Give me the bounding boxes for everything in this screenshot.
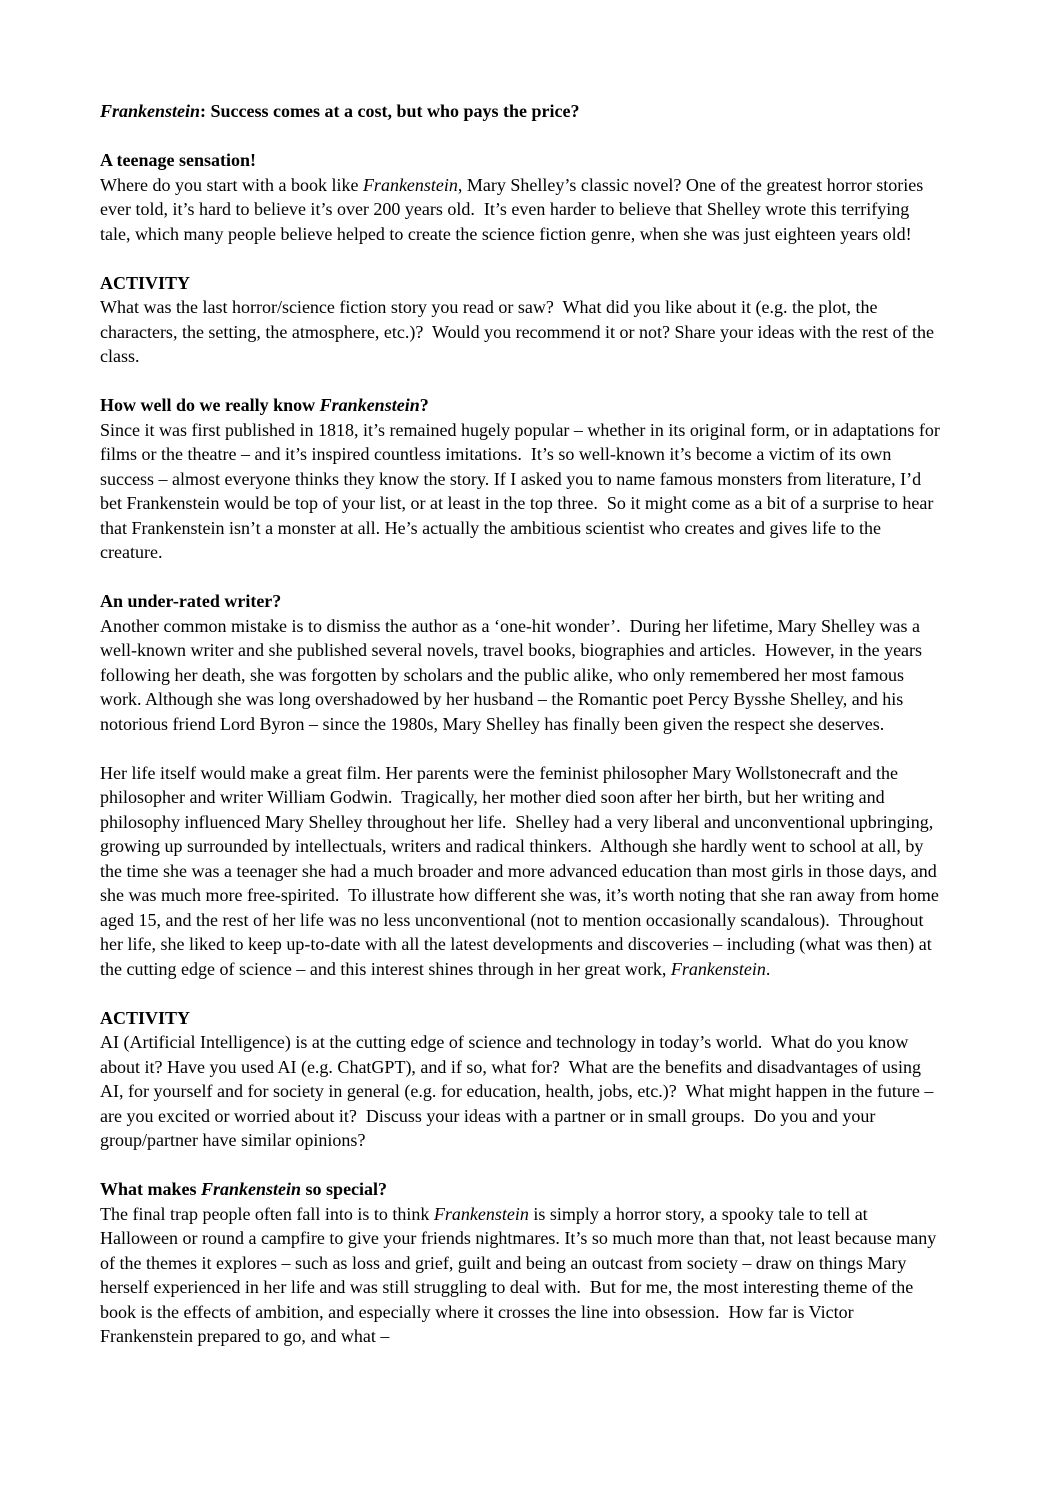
text-segment: .	[765, 958, 771, 979]
text-segment: Frankenstein	[362, 174, 458, 195]
text-segment: Frankenstein	[100, 101, 201, 121]
text-segment: Frankenstein	[201, 1179, 302, 1199]
text-segment: AI (Artificial Intelligence) is at the cutting edge of science and technology in today’s world. What do you know about it? Have you used AI (e.g. ChatGPT), and if so, what for? What are the benefits and disadvantages of using AI, for yourself and for society in general (e.g. for education, health, jobs, etc.)? What might happen in the future – are you excited or worried about it? Discuss your ideas with a partner or in small groups. Do you and your group/partner have similar opinions?	[100, 1032, 938, 1150]
text-segment: The final trap people often fall into is to think	[100, 1203, 434, 1224]
text-segment: Frankenstein	[319, 395, 420, 415]
text-segment: Frankenstein	[670, 958, 766, 979]
text-segment: Since it was first published in 1818, it’s remained hugely popular – whether in its original form, or in adaptations for films or the theatre – and it’s inspired countless imitations. It’s so well-known it’s become a victim of its own success – almost everyone thinks they know the story. If I asked you to name famous monsters from literature, I’d bet Frankenstein would be top of your list, or at least in the top three. So it might come as a bit of a surprise to hear that Frankenstein isn’t a monster at all. He’s actually the ambitious scientist who creates and gives life to the creature.	[100, 419, 945, 562]
text-segment: ACTIVITY	[100, 272, 191, 293]
text-segment: An under-rated writer?	[100, 591, 282, 611]
document-title	[100, 99, 940, 124]
text-segment: so special?	[301, 1179, 388, 1199]
text-segment: A teenage sensation!	[100, 150, 256, 170]
text-segment: What makes	[100, 1179, 202, 1199]
text-segment: Frankenstein	[433, 1203, 529, 1224]
heading-activity-2	[100, 1006, 940, 1031]
document-body	[100, 99, 945, 1349]
heading-teenage-sensation	[100, 148, 940, 173]
paragraph-teenage-sensation	[100, 173, 940, 247]
paragraph-underrated-writer	[100, 614, 940, 737]
heading-how-well-know	[100, 393, 940, 418]
text-segment: : Success comes at a cost, but who pays the price?	[200, 101, 580, 121]
paragraph-how-well-know	[100, 418, 945, 565]
text-segment: Her life itself would make a great film. Her parents were the feminist philosopher Mary Wollstonecraft and the philosopher and writer William Godwin. Tragically, her mother died soon after her birth, but her writing and philosophy influenced Mary Shelley throughout her life. Shelley had a very liberal and unconventional upbringing, growing up surrounded by intellectuals, writers and radical thinkers. Although she hardly went to school at all, by the time she was a teenager she had a much broader and more advanced education than most girls in those days, and she was much more free-spirited. To illustrate how different she was, it’s worth noting that she ran away from home aged 15, and the rest of her life was no less unconventional (not to mention occasionally scandalous). Throughout her life, she liked to keep up-to-date with all the latest developments and discoveries – including (what was then) at the cutting edge of science – and this interest shines through in her great work,	[100, 762, 944, 979]
paragraph-what-makes-special	[100, 1202, 940, 1349]
paragraph-activity-1	[100, 295, 940, 369]
heading-what-makes-special	[100, 1177, 940, 1202]
text-segment: Another common mistake is to dismiss the author as a ‘one-hit wonder’. During her lifetime, Mary Shelley was a well-known writer and she published several novels, travel books, biographies and articles. However, in the years following her death, she was forgotten by scholars and the public alike, who only remembered her most famous work. Although she was long overshadowed by her husband – the Romantic poet Percy Bysshe Shelley, and his notorious friend Lord Byron – since the 1980s, Mary Shelley has finally been given the respect she deserves.	[100, 615, 927, 734]
text-segment: , Mary Shelley’s classic novel? One of the greatest horror stories ever told, it’s hard to believe it’s over 200 years old. It’s even harder to believe that Shelley wrote this terrifying tale, which many people believe helped to create the science fiction genre, when she was just eighteen years old!	[100, 174, 928, 244]
paragraph-activity-2	[100, 1030, 940, 1153]
text-segment: What was the last horror/science fiction story you read or saw? What did you like about it (e.g. the plot, the characters, the setting, the atmosphere, etc.)? Would you recommend it or not? Share your ideas with the rest of the class.	[100, 297, 939, 366]
heading-activity-1	[100, 271, 940, 296]
text-segment: ACTIVITY	[100, 1007, 191, 1028]
text-segment: How well do we really know	[100, 395, 320, 415]
text-segment: is simply a horror story, a spooky tale to tell at Halloween or round a campfire to give your friends nightmares. It’s so much more than that, not least because many of the themes it explores – such as loss and grief, guilt and being an outcast from society – draw on things Mary herself experienced in her life and was still struggling to deal with. But for me, the most interesting theme of the book is the effects of ambition, and especially where it crosses the line into obsession. How far is Victor Frankenstein prepared to go, and what –	[100, 1203, 941, 1346]
heading-underrated-writer	[100, 589, 940, 614]
paragraph-her-life	[100, 761, 944, 982]
text-segment: Where do you start with a book like	[100, 174, 363, 195]
text-segment: ?	[419, 395, 429, 415]
